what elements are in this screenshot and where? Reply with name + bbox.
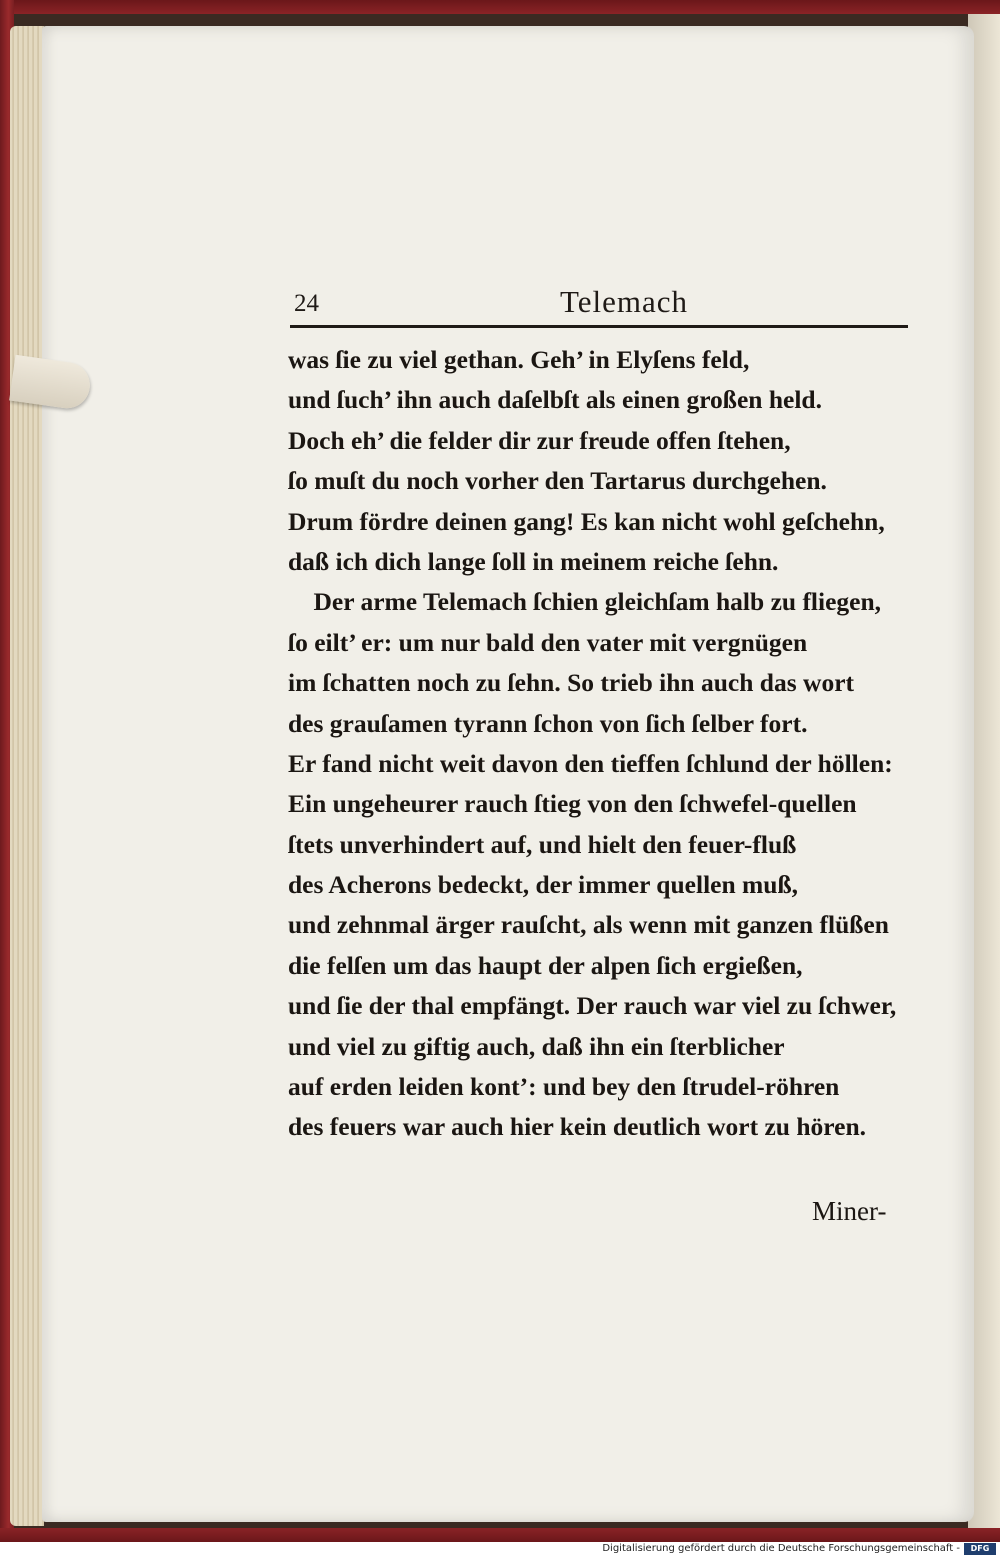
verse-line: auf erden leiden kont’: und bey den ſtrudel-röhren (288, 1072, 840, 1102)
page-header (290, 282, 910, 326)
verse-text (288, 340, 928, 1148)
verse-line: was ſie zu viel gethan. Geh’ in Elyſens feld, (288, 345, 750, 374)
verse-line: Doch eh’ die felder dir zur freude offen ſtehen, (288, 425, 791, 455)
verse-line: daß ich dich lange ſoll in meinem reiche ſehn. (288, 546, 779, 576)
verse-line: des grauſamen tyrann ſchon von ſich ſelber fort. (288, 708, 808, 738)
verse-line: des Acherons bedeckt, der immer quellen muß, (288, 870, 799, 900)
verse-line: und ſie der thal empfängt. Der rauch war viel zu ſchwer, (288, 991, 897, 1021)
page-number: 24 (294, 290, 319, 317)
verse-line: ſo muſt du noch vorher den Tartarus durchgehen. (288, 466, 827, 496)
binding-bottom (0, 1528, 1000, 1542)
verse-line: Ein ungeheurer rauch ſtieg von den ſchwefel-quellen (288, 789, 857, 819)
header-rule (290, 325, 908, 328)
dfg-logo: DFG (964, 1543, 996, 1555)
verse-line: ſtets unverhindert auf, und hielt den feuer-fluß (288, 829, 797, 859)
verse-line: und ſuch’ ihn auch daſelbſt als einen großen held. (288, 385, 822, 415)
catchword: Miner- (812, 1196, 887, 1226)
funding-credit: Digitalisierung gefördert durch die Deutsche Forschungsgemeinschaft - (602, 1543, 960, 1554)
verse-line: Der arme Telemach ſchien gleichſam halb zu fliegen, (288, 587, 882, 617)
verse-line: und zehnmal ärger rauſcht, als wenn mit ganzen flüßen (288, 910, 889, 940)
verse-line: Drum fördre deinen gang! Es kan nicht wohl geſchehn, (288, 506, 885, 536)
verse-line: Er fand nicht weit davon den tieffen ſchlund der höllen: (288, 748, 893, 778)
verse-line: des feuers war auch hier kein deutlich wort zu hören. (288, 1112, 866, 1142)
digitization-footer (0, 1542, 1000, 1557)
page-edges (10, 26, 44, 1526)
verse-line: und viel zu giftig auch, daß ihn ein ſterblicher (288, 1031, 785, 1061)
running-title: Telemach (560, 284, 689, 319)
verse-line: im ſchatten noch zu ſehn. So trieb ihn auch das wort (288, 668, 855, 698)
verse-line: ſo eilt’ er: um nur bald den vater mit vergnügen (288, 627, 808, 657)
verse-line: die felſen um das haupt der alpen ſich ergießen, (288, 950, 803, 980)
binding-top (0, 0, 1000, 14)
